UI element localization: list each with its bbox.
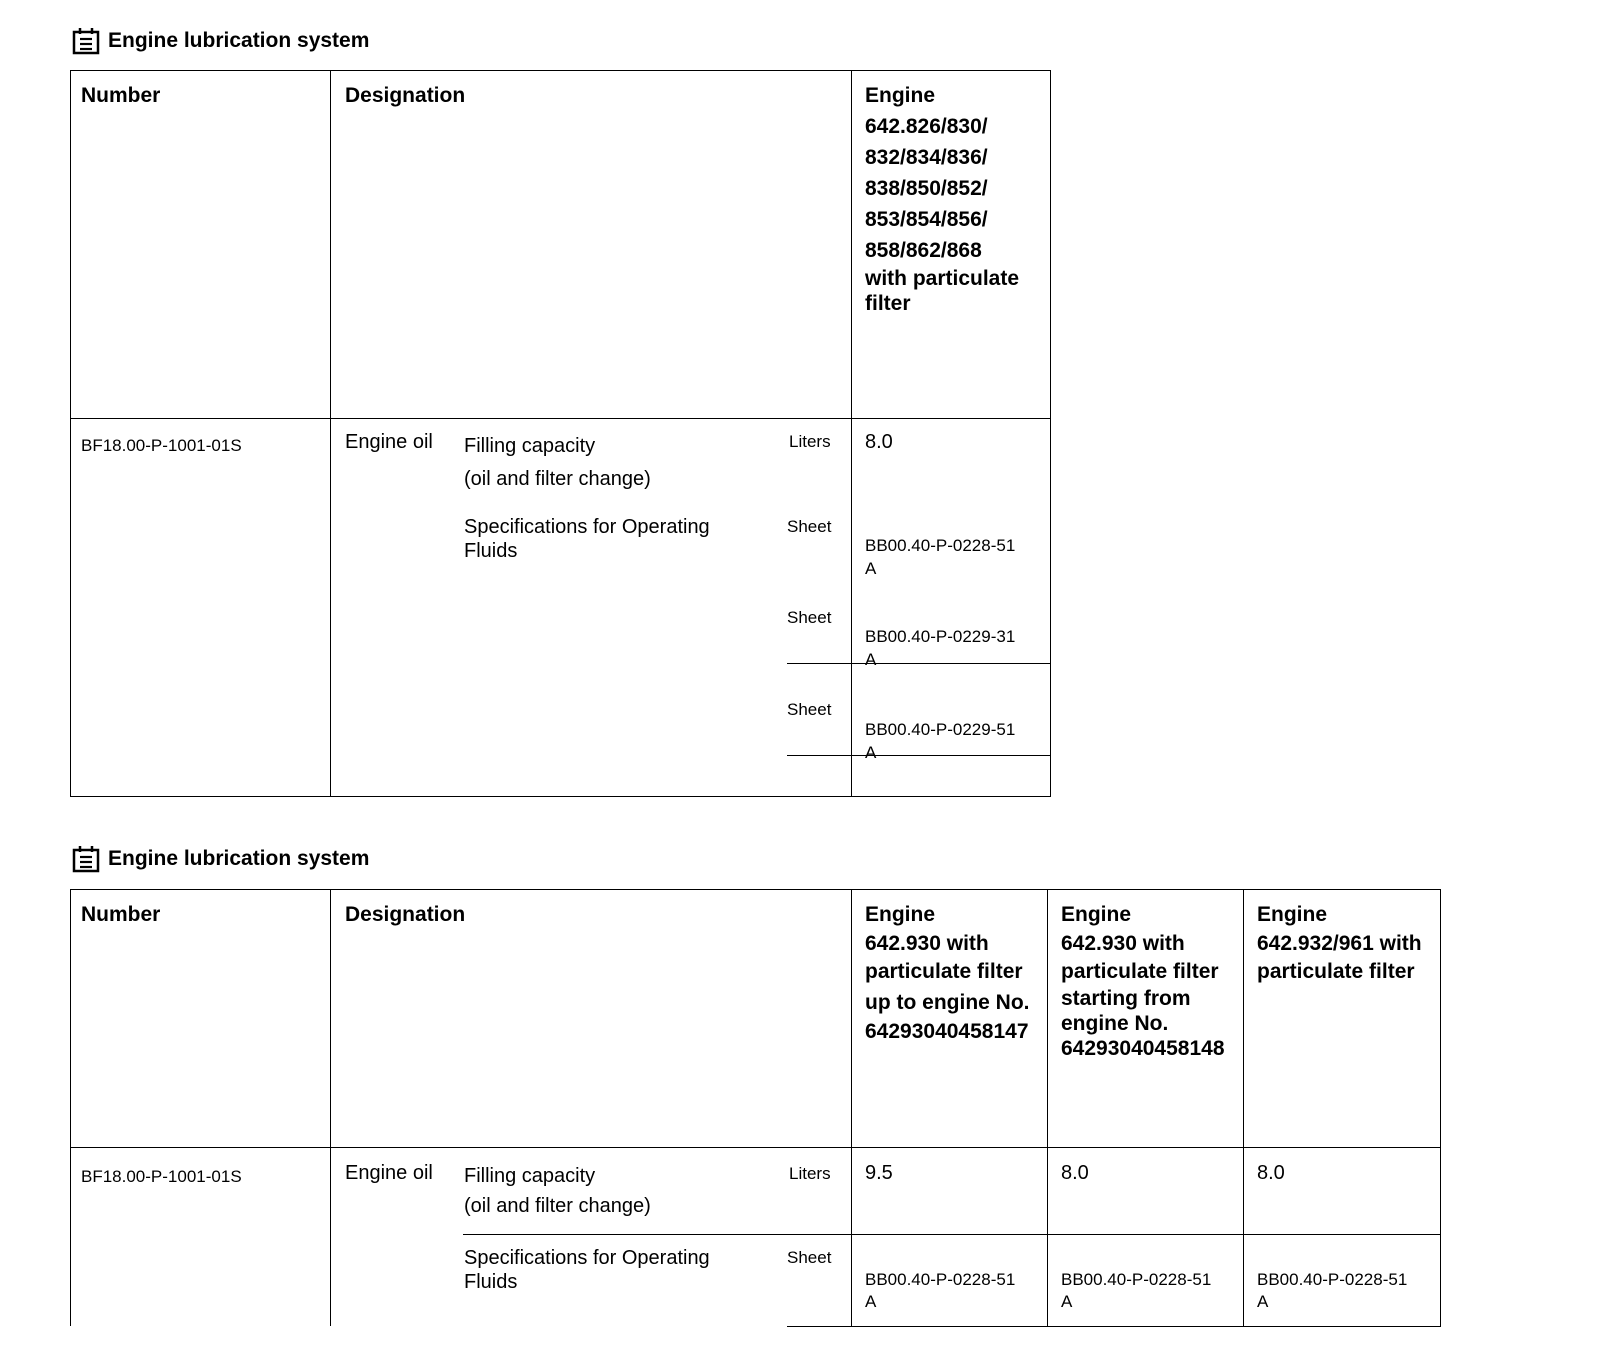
header-engine: Engine 642.932/961 with particulate filter xyxy=(1257,903,1422,983)
header-engine: Engine 642.930 with particulate filter up to engine No. 64293040458147 xyxy=(865,903,1030,1043)
section-title-text: Engine lubrication system xyxy=(108,847,370,870)
filling-capacity-label: Filling capacity (oil and filter change) xyxy=(464,1165,651,1217)
unit-liters: Liters xyxy=(789,1164,831,1183)
sheet-reference: BB00.40-P-0229-51 A xyxy=(865,720,1016,762)
specifications-label: Specifications for Operating Fluids xyxy=(464,516,710,562)
part-number: BF18.00-P-1001-01S xyxy=(81,436,242,455)
filling-capacity-value: 9.5 xyxy=(865,1162,893,1184)
sheet-reference: BB00.40-P-0228-51 A xyxy=(865,536,1016,578)
unit-sheet: Sheet xyxy=(787,608,832,627)
filling-capacity-value: 8.0 xyxy=(1257,1162,1285,1184)
section-title-text: Engine lubrication system xyxy=(108,29,370,52)
header-designation: Designation xyxy=(345,84,466,107)
document-list-icon xyxy=(72,27,100,55)
header-designation: Designation xyxy=(345,903,466,926)
unit-sheet: Sheet xyxy=(787,700,832,719)
unit-sheet: Sheet xyxy=(787,1248,832,1267)
filling-capacity-value: 8.0 xyxy=(1061,1162,1089,1184)
engine-oil-table xyxy=(70,70,1050,796)
sheet-reference: BB00.40-P-0228-51 A xyxy=(865,1270,1016,1311)
filling-capacity-label: Filling capacity (oil and filter change) xyxy=(464,435,651,490)
designation-engine-oil: Engine oil xyxy=(345,1162,433,1184)
designation-engine-oil: Engine oil xyxy=(345,431,433,453)
header-engine: Engine 642.930 with particulate filter starting from engine No. 64293040458148 xyxy=(1061,903,1225,1060)
specifications-label: Specifications for Operating Fluids xyxy=(464,1247,710,1293)
section-title xyxy=(72,25,369,57)
sheet-reference: BB00.40-P-0229-31 A xyxy=(865,627,1016,669)
header-number: Number xyxy=(81,84,161,107)
sheet-reference: BB00.40-P-0228-51 A xyxy=(1061,1270,1212,1311)
header-number: Number xyxy=(81,903,161,926)
sheet-reference: BB00.40-P-0228-51 A xyxy=(1257,1270,1408,1311)
engine-oil-table xyxy=(70,889,1440,1326)
part-number: BF18.00-P-1001-01S xyxy=(81,1167,242,1186)
unit-liters: Liters xyxy=(789,432,831,451)
filling-capacity-value: 8.0 xyxy=(865,431,893,453)
unit-sheet: Sheet xyxy=(787,517,832,536)
section-title xyxy=(72,843,369,875)
document-list-icon xyxy=(72,845,100,873)
header-engine: Engine 642.826/830/ 832/834/836/ 838/850/852/ 853/854/856/ 858/862/868 with particulate filter xyxy=(865,84,1020,315)
